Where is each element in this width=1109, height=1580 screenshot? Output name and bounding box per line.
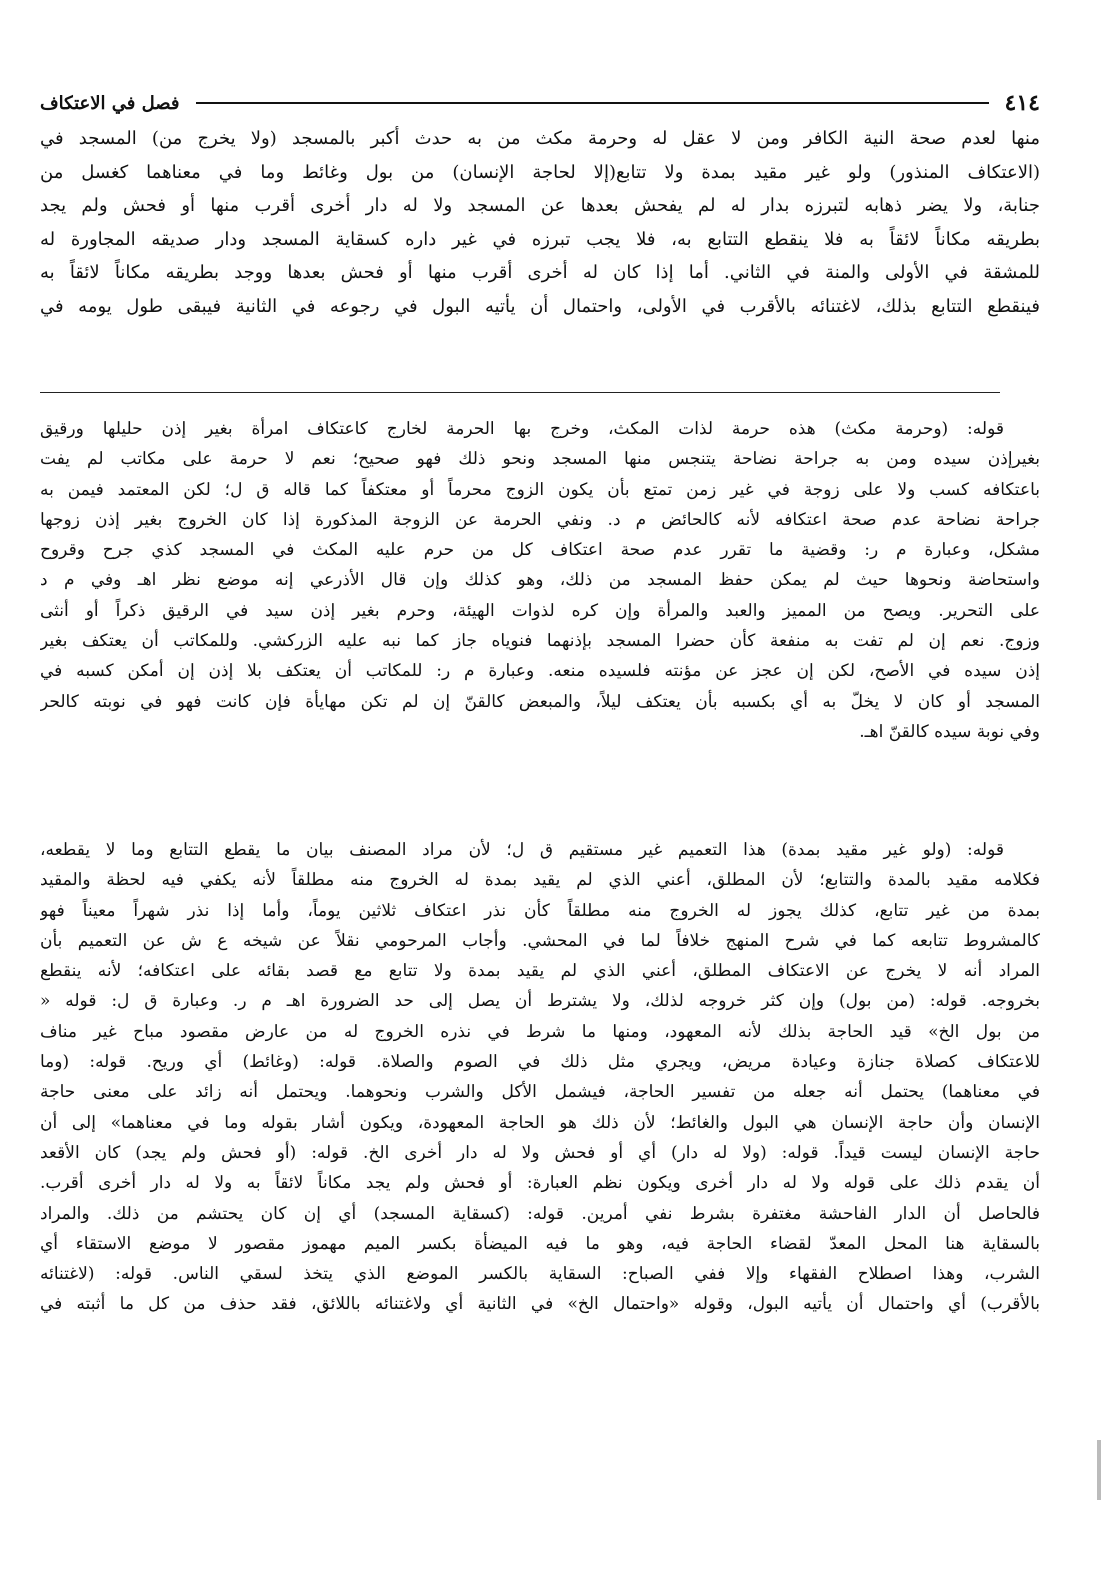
commentary-line: مشكل، وعبارة م ر: وقضية ما تقرر عدم صحة اعتكاف كل من حرم عليه المكث في المسجد كذي جرح وقروح <box>40 540 1040 561</box>
commentary-line: بغيرإذن سيده ومن به جراحة نضاحة يتنجس منها المسجد ونحو ذلك فهو صحيح؛ نعم لا حرمة على مكاتب لم يفت <box>40 449 1040 470</box>
commentary-line: قوله: (ولو غير مقيد بمدة) هذا التعميم غير مستقيم ق ل؛ لأن مراد المصنف بيان ما يقطع التتابع وما لا يقطعه، <box>40 840 1004 860</box>
commentary-line: في معناهما) يحتمل أنه جعله من تفسير الحاجة، فيشمل الأكل والشرب ونحوهما. ويحتمل أنه زائد على معنى حاجة <box>40 1082 1040 1103</box>
commentary-line: وزوج. نعم إن لم تفت به منفعة كأن حضرا المسجد بإذنهما فنوياه جاز كما نبه عليه الزركشي. وللمكاتب أن يعتكف بغير <box>40 631 1040 652</box>
commentary-line: فالحاصل أن الدار الفاحشة مغتفرة بشرط نفي أمرين. قوله: (كسقاية المسجد) أي إن كان يحتشم من ذلك. والمراد <box>40 1203 1040 1224</box>
commentary-line: إذن سيده في الأصح، لكن إن عجز عن مؤنته فلسيده منعه. وعبارة م ر: للمكاتب أن يعتكف بلا إذن إن أمكن كسبه في <box>40 661 1040 682</box>
commentary-line: للاعتكاف كصلاة جنازة وعيادة مريض، ويجري مثل ذلك في الصوم والصلاة. قوله: (وغائط) أي وريح. قوله: (وما <box>40 1052 1040 1073</box>
commentary-line: واستحاضة ونحوها حيث لم يمكن حفظ المسجد من ذلك، وهو كذلك وإن قال الأذرعي إنه موضع نظر اهـ وفي م د <box>40 570 1040 591</box>
commentary-line: بمدة من غير تتابع، كذلك يجوز له الخروج منه مطلقاً كأن نذر اعتكاف ثلاثين يوماً، وأما إذا نذر شهراً معيناً فهو <box>40 900 1040 921</box>
chapter-title: فصل في الاعتكاف <box>40 92 180 114</box>
header-rule <box>196 102 989 104</box>
page-number: ٤١٤ <box>1004 90 1040 116</box>
commentary-line: وفي نوبة سيده كالقنّ اهـ. <box>859 721 1040 742</box>
commentary-line: المراد أنه لا يخرج عن الاعتكاف المطلق، أعني الذي لم يقيد بمدة ولا تتابع مع قصد بقائه على اعتكافه؛ لأنه ينقطع <box>40 961 1040 982</box>
commentary-line: قوله: (وحرمة مكث) هذه حرمة لذات المكث، وخرج بها الحرمة لخارج كاعتكاف امرأة بغير إذن حليلها ورقيق <box>40 419 1004 439</box>
commentary-block-1 <box>40 414 1040 747</box>
main-text-line: فينقطع التتابع بذلك، لاغتنائه بالأقرب في الأولى، واحتمال أن يأتيه البول في رجوعه في الثانية فيبقى طول يومه في <box>40 295 1040 317</box>
commentary-block-2 <box>40 835 1040 1320</box>
commentary-line: باعتكافه كسب ولا على زوجة في غير زمن تمتع بأن يكون الزوج محرماً أو معتكفاً كما قاله ق ل؛ لكن المعتمد فيمن به <box>40 479 1040 500</box>
commentary-line: فكلامه مقيد بالمدة والتتابع؛ لأن المطلق، أعني الذي لم يقيد بمدة له الخروج منه مطلقاً لأنه يكفي فيه لحظة والمقيد <box>40 870 1040 891</box>
running-header <box>40 86 1040 120</box>
commentary-line: بخروجه. قوله: (من بول) وإن كثر خروجه لذلك، ولا يشترط أن يصل إلى حد الضرورة اهـ م ر. وعبارة ق ل: قوله « <box>40 991 1040 1012</box>
commentary-line: جراحة نضاحة عدم صحة اعتكافه لأنه كالحائض م د. ونفي الحرمة عن الزوجة المذكورة إذا كان الخروج بغير إذن زوجها <box>40 509 1040 530</box>
commentary-line: الإنسان وأن حاجة الإنسان هي البول والغائط؛ لأن ذلك هو الحاجة المعهودة، ويكون أشار بقوله وما في معناهما» إلى أن <box>40 1112 1040 1133</box>
commentary-line: على التحرير. ويصح من المميز والعبد والمرأة وإن كره لذوات الهيئة، وحرم بغير إذن سيد في الرقيق ذكراً أو أنثى <box>40 600 1040 621</box>
commentary-line: بالأقرب) أي واحتمال أن يأتيه البول، وقوله «واحتمال الخ» في الثانية أي ولاغتنائه باللائق، فقد حذف من كل ما أثبته في <box>40 1294 1040 1315</box>
main-text <box>40 122 1040 324</box>
footnote-separator <box>40 392 1000 393</box>
main-text-line: جنابة، ولا يضر ذهابه لتبرزه بدار له لم يفحش بعدها عن المسجد ولا له دار أخرى أقرب منها أو فحش ولم يجد <box>40 195 1040 217</box>
commentary-line: المسجد أو كان لا يخلّ به أي بكسبه بأن يعتكف ليلاً، والمبعض كالقنّ إن لم تكن مهايأة فإن كانت فهو في نوبته كالحر <box>40 691 1040 712</box>
main-text-line: منها لعدم صحة النية الكافر ومن لا عقل له وحرمة مكث من به حدث أكبر بالمسجد (ولا يخرج من) المسجد في <box>40 128 1040 149</box>
main-text-line: (الاعتكاف المنذور) ولو غير مقيد بمدة ولا تتابع(إلا لحاجة الإنسان) من بول وغائط وما في معناهما كغسل من <box>40 161 1040 183</box>
main-text-line: للمشقة في الأولى والمنة في الثاني. أما إذا كان له أخرى أقرب منها أو فحش بعدها ووجد بطريقه مكاناً لائقاً به <box>40 262 1040 284</box>
commentary-line: أن يقدم ذلك على قوله ولا له دار أخرى ويكون نظم العبارة: أو فحش ولم يجد مكاناً لائقاً به ولا له دار أخرى أقرب. <box>40 1173 1040 1194</box>
commentary-line: بالسقاية هنا المحل المعدّ لقضاء الحاجة فيه، وهو ما فيه الميضأة بكسر الميم مهموز مقصور لا موضع الاستقاء أي <box>40 1233 1040 1254</box>
commentary-line: الشرب، وهذا اصطلاح الفقهاء وإلا ففي الصباح: السقاية بالكسر الموضع الذي يتخذ لسقي الناس. قوله: (لاغتنائه <box>40 1264 1040 1285</box>
commentary-line: حاجة الإنسان ليست قيداً. قوله: (ولا له دار) أي أو فحش ولا له دار أخرى الخ. قوله: (أو فحش ولم يجد) كان الأقعد <box>40 1142 1040 1163</box>
scan-edge-mark <box>1097 1440 1101 1500</box>
commentary-line: من بول الخ» قيد الحاجة بذلك لأنه المعهود، ومنها ما شرط في نذره الخروج له من عارض مقصود مباح غير مناف <box>40 1021 1040 1042</box>
commentary-line: كالمشروط تتابعه كما في شرح المنهج خلافاً لما في المحشي. وأجاب المرحومي نقلاً عن شيخه ع ش عن التعميم بأن <box>40 930 1040 951</box>
main-text-line: بطريقه مكاناً لائقاً به فلا ينقطع التتابع به، فلا يجب تبرزه في غير داره كسقاية المسجد ودار صديقه المجاورة له <box>40 228 1040 250</box>
